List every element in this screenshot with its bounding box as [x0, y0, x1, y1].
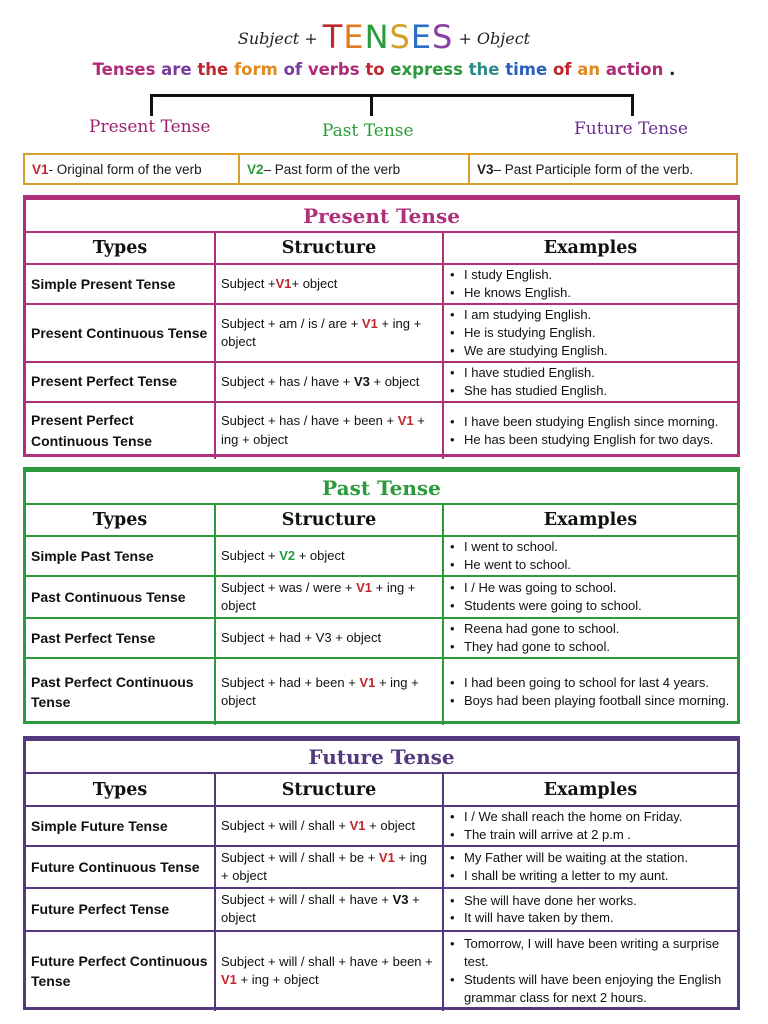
example-item: • I had been going to school for last 4 years.	[450, 674, 733, 692]
subtitle-word: an	[577, 60, 601, 79]
example-item: • We are studying English.	[450, 342, 733, 360]
example-item: • I study English.	[450, 266, 733, 284]
section-title-row	[26, 471, 737, 504]
title-prefix: Subject +	[237, 29, 318, 48]
table-row	[26, 576, 737, 618]
structure-text: Subject + will / shall + have + been +	[221, 953, 433, 969]
section-title-row	[26, 740, 737, 773]
subtitle-period: .	[669, 60, 676, 79]
verb-code: V1	[275, 275, 292, 291]
structure-text: + ing + object	[221, 579, 416, 614]
branch-past: Past Tense	[322, 121, 414, 141]
structure-text: Subject +	[221, 275, 276, 291]
structure-text: Subject + has / have + been +	[221, 413, 398, 429]
tense-structure	[215, 658, 443, 725]
verb-code: V1	[221, 972, 237, 988]
tense-table	[26, 198, 737, 459]
column-header-structure: Structure	[215, 773, 443, 806]
examples-list	[450, 849, 733, 885]
verb-code: V2	[279, 547, 296, 563]
examples-list	[450, 935, 733, 1007]
table-row	[26, 362, 737, 402]
verb-forms-legend	[23, 153, 738, 185]
structure-text: + object	[221, 892, 420, 926]
verb-form-v1	[25, 155, 238, 183]
structure-text: + ing + object	[221, 849, 427, 884]
example-item: • I am studying English.	[450, 306, 733, 324]
tense-structure	[215, 362, 443, 402]
subtitle-word: express	[390, 60, 463, 79]
tense-table	[26, 739, 737, 1011]
connector-middle	[370, 94, 373, 116]
tense-type: Past Continuous Tense	[26, 576, 215, 618]
subtitle-word: to	[365, 60, 385, 79]
verb-form-code: V1	[32, 161, 49, 177]
tense-structure	[215, 931, 443, 1011]
subtitle-word: action	[605, 60, 664, 79]
tense-structure	[215, 536, 443, 576]
table-row	[26, 888, 737, 930]
tense-examples	[443, 618, 737, 658]
verb-code: V3	[353, 373, 370, 389]
title-letter: S	[389, 18, 411, 56]
tense-structure	[215, 806, 443, 846]
title-letter: T	[322, 18, 344, 56]
tense-type: Future Perfect Continuous Tense	[26, 931, 215, 1011]
structure-text: + object	[295, 547, 345, 563]
header	[0, 0, 768, 195]
example-item: • He went to school.	[450, 556, 733, 574]
example-item: • My Father will be waiting at the station.	[450, 849, 733, 867]
example-item: • He knows English.	[450, 284, 733, 302]
verb-form-code: V3	[477, 161, 494, 177]
structure-text: Subject + will / shall + be +	[221, 849, 379, 865]
tense-type: Present Perfect Tense	[26, 362, 215, 402]
examples-list	[450, 674, 733, 710]
subtitle-word: Tenses	[92, 60, 156, 79]
tense-examples	[443, 362, 737, 402]
tense-structure	[215, 576, 443, 618]
tense-type: Present Continuous Tense	[26, 304, 215, 362]
tense-type: Future Perfect Tense	[26, 888, 215, 930]
subtitle-word: form	[233, 60, 278, 79]
verb-form-code: V2	[247, 161, 264, 177]
table-row	[26, 304, 737, 362]
subtitle-word: the	[468, 60, 500, 79]
structure-text: + ing + object	[221, 315, 422, 349]
examples-list	[450, 266, 733, 302]
branch-future: Future Tense	[574, 119, 688, 139]
examples-list	[450, 364, 733, 400]
page-title	[0, 18, 768, 56]
tense-structure	[215, 846, 443, 888]
tense-structure	[215, 888, 443, 930]
future-tense-table	[23, 736, 740, 1010]
past-tense-table	[23, 467, 740, 724]
column-header-types: Types	[26, 504, 215, 536]
tense-structure	[215, 264, 443, 304]
verb-form-v3	[468, 155, 736, 183]
subtitle-word: are	[161, 60, 192, 79]
tense-type: Simple Present Tense	[26, 264, 215, 304]
examples-list	[450, 306, 733, 360]
example-item: • Tomorrow, I will have been writing a surprise test.	[450, 935, 733, 971]
structure-text: Subject + had + been +	[221, 675, 360, 691]
title-letter: E	[343, 18, 365, 56]
examples-list	[450, 579, 733, 615]
table-row	[26, 264, 737, 304]
connector-horizontal	[150, 94, 634, 97]
tense-examples	[443, 658, 737, 725]
structure-text: + ing + object	[221, 413, 425, 447]
title-letter: E	[410, 18, 433, 56]
example-item: • Students were going to school.	[450, 597, 733, 615]
section-title: Future Tense	[26, 740, 737, 773]
examples-list	[450, 892, 733, 928]
column-header-examples: Examples	[443, 773, 737, 806]
structure-text: + ing + object	[236, 972, 319, 988]
structure-text: Subject + was / were +	[221, 579, 357, 595]
tense-examples	[443, 402, 737, 459]
example-item: • Reena had gone to school.	[450, 620, 733, 638]
structure-text: Subject + am / is / are +	[221, 315, 362, 331]
structure-text: Subject +	[221, 547, 280, 563]
structure-text: + ing + object	[221, 675, 419, 709]
subtitle-word: time	[505, 60, 548, 79]
structure-text: + object	[369, 373, 420, 389]
verb-form-text: - Original form of the verb	[48, 161, 202, 177]
examples-list	[450, 538, 733, 574]
structure-text: Subject + has / have +	[221, 373, 354, 389]
example-item: • I / We shall reach the home on Friday.	[450, 808, 733, 826]
structure-text: Subject + will / shall +	[221, 817, 350, 833]
column-header-types: Types	[26, 232, 215, 264]
verb-code: V1	[359, 675, 376, 691]
present-tense-table	[23, 195, 740, 457]
column-header-structure: Structure	[215, 232, 443, 264]
structure-text: + object	[291, 275, 338, 291]
verb-code: V3	[392, 892, 409, 908]
column-header-examples: Examples	[443, 504, 737, 536]
verb-form-text: – Past form of the verb	[263, 161, 401, 177]
connector-right	[631, 94, 634, 116]
title-letter: S	[432, 18, 454, 56]
tense-examples	[443, 264, 737, 304]
column-header-row	[26, 232, 737, 264]
subtitle-word: of	[283, 60, 303, 79]
verb-form-text: – Past Participle form of the verb.	[493, 161, 694, 177]
example-item: • I have studied English.	[450, 364, 733, 382]
section-title: Past Tense	[26, 471, 737, 504]
tense-examples	[443, 806, 737, 846]
verb-code: V1	[349, 817, 366, 833]
example-item: • I / He was going to school.	[450, 579, 733, 597]
example-item: • It will have taken by them.	[450, 909, 733, 927]
tense-type: Future Continuous Tense	[26, 846, 215, 888]
tense-examples	[443, 888, 737, 930]
tense-examples	[443, 846, 737, 888]
tense-type: Past Perfect Tense	[26, 618, 215, 658]
tense-type: Past Perfect Continuous Tense	[26, 658, 215, 725]
verb-form-v2	[238, 155, 468, 183]
column-header-row	[26, 504, 737, 536]
structure-text: Subject + will / shall + have +	[221, 892, 393, 908]
table-row	[26, 402, 737, 459]
examples-list	[450, 413, 733, 449]
tense-type: Present Perfect Continuous Tense	[26, 402, 215, 459]
example-item: • The train will arrive at 2 p.m .	[450, 826, 733, 844]
tense-type: Simple Future Tense	[26, 806, 215, 846]
table-row	[26, 536, 737, 576]
table-row	[26, 618, 737, 658]
example-item: • Boys had been playing football since morning.	[450, 692, 733, 710]
table-row	[26, 931, 737, 1011]
table-row	[26, 658, 737, 725]
structure-text: + object	[365, 817, 416, 833]
title-word-tenses	[323, 18, 454, 56]
example-item: • He has been studying English for two days.	[450, 431, 733, 449]
connector-left	[150, 94, 153, 116]
column-header-examples: Examples	[443, 232, 737, 264]
subtitle-word: of	[552, 60, 572, 79]
examples-list	[450, 808, 733, 844]
verb-code: V1	[356, 579, 373, 595]
column-header-row	[26, 773, 737, 806]
branch-present: Present Tense	[89, 117, 211, 137]
example-item: • He is studying English.	[450, 324, 733, 342]
tense-structure	[215, 618, 443, 658]
example-item: • They had gone to school.	[450, 638, 733, 656]
section-title-row	[26, 199, 737, 232]
verb-code: V1	[378, 849, 395, 865]
tense-type: Simple Past Tense	[26, 536, 215, 576]
tense-examples	[443, 576, 737, 618]
verb-code: V1	[397, 413, 414, 429]
column-header-types: Types	[26, 773, 215, 806]
tense-examples	[443, 304, 737, 362]
tense-structure	[215, 402, 443, 459]
subtitle-word: the	[197, 60, 229, 79]
title-suffix: + Object	[458, 29, 531, 48]
example-item: • I have been studying English since morning.	[450, 413, 733, 431]
column-header-structure: Structure	[215, 504, 443, 536]
example-item: • She has studied English.	[450, 382, 733, 400]
structure-text: Subject + had + V3 + object	[221, 630, 382, 646]
tense-examples	[443, 536, 737, 576]
subtitle-word: verbs	[307, 60, 360, 79]
table-row	[26, 846, 737, 888]
subtitle-definition	[0, 60, 768, 79]
tense-examples	[443, 931, 737, 1011]
tense-structure	[215, 304, 443, 362]
section-title: Present Tense	[26, 199, 737, 232]
examples-list	[450, 620, 733, 656]
example-item: • She will have done her works.	[450, 892, 733, 910]
example-item: • I shall be writing a letter to my aunt.	[450, 867, 733, 885]
table-row	[26, 806, 737, 846]
example-item: • Students will have been enjoying the English grammar class for next 2 hours.	[450, 971, 733, 1007]
verb-code: V1	[361, 315, 378, 331]
tense-table	[26, 470, 737, 725]
title-letter: N	[364, 18, 390, 56]
example-item: • I went to school.	[450, 538, 733, 556]
